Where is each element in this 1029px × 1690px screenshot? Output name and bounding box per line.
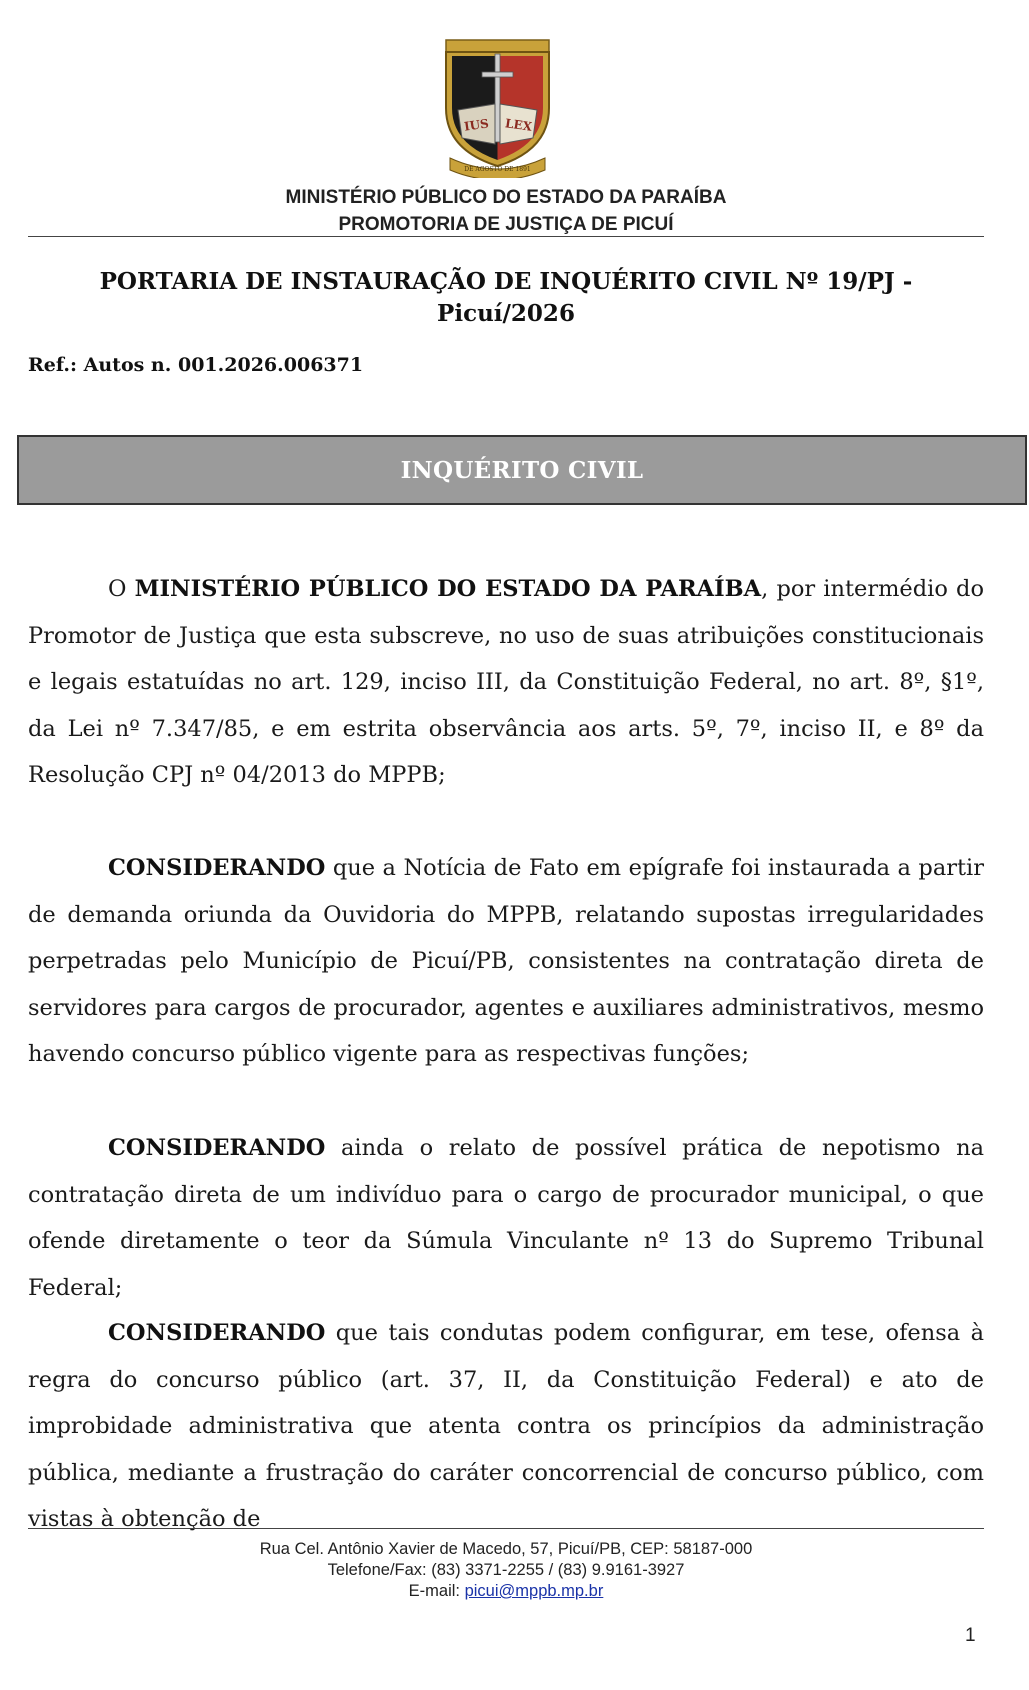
paragraph-text: , por intermédio do Promotor de Justiça que esta subscreve, no uso de suas atribuições constitucionais e legais estatuídas no art. 129, inciso III, da Constituição Federal, no art. 8º, §1º, da Lei nº 7.347/85, e em estrita observância aos arts. 5º, 7º, inciso II, e 8º da Resolução CPJ nº 04/2013 do MPPB; [28, 576, 984, 788]
footer-address: Rua Cel. Antônio Xavier de Macedo, 57, Picuí/PB, CEP: 58187-000 [259, 1540, 753, 1558]
shield-right-text: LEX [504, 116, 533, 134]
paragraph-text: que a Notícia de Fato em epígrafe foi instaurada a partir de demanda oriunda da Ouvidoria do MPPB, relatando supostas irregularidades perpetradas pelo Município de Picuí/PB, consistentes na contratação direta de servidores para cargos de procurador, agentes e auxiliares administrativos, mesmo havendo concurso público vigente para as respectivas funções; [28, 855, 984, 1067]
paragraph-bold-entity: MINISTÉRIO PÚBLICO DO ESTADO DA PARAÍBA [134, 576, 762, 602]
mppb-coat-of-arms-icon [440, 38, 555, 178]
shield-left-text: IUS [463, 116, 490, 134]
reference-line: Ref.: Autos n. 001.2026.006371 [28, 354, 364, 376]
paragraph-text: ainda o relato de possível prática de nepotismo na contratação direta de um indivíduo para o cargo de procurador municipal, o que ofende diretamente o teor da Súmula Vinculante nº 13 do Supremo Tribunal Federal; [28, 1135, 984, 1301]
institution-header [28, 184, 984, 238]
institution-name: MINISTÉRIO PÚBLICO DO ESTADO DA PARAÍBA [285, 187, 727, 208]
footer-email-link[interactable]: picui@mppb.mp.br [464, 1582, 604, 1600]
ribbon-text: DE AGOSTO DE 1891 [464, 166, 531, 173]
office-name: PROMOTORIA DE JUSTIÇA DE PICUÍ [338, 214, 674, 235]
footer-email-label: E-mail: [408, 1582, 465, 1600]
paragraph-keyword: CONSIDERANDO [108, 1135, 326, 1161]
paragraph-keyword: CONSIDERANDO [108, 1320, 326, 1346]
section-banner-label: INQUÉRITO CIVIL [400, 456, 644, 484]
footer-divider [28, 1528, 984, 1529]
paragraph-preamble [28, 566, 984, 799]
document-title: PORTARIA DE INSTAURAÇÃO DE INQUÉRITO CIVIL Nº 19/PJ - Picuí/2026 [99, 268, 913, 327]
page-footer [28, 1539, 984, 1602]
footer-phone: Telefone/Fax: (83) 3371-2255 / (83) 9.9161-3927 [327, 1561, 685, 1579]
section-banner [17, 435, 1027, 505]
header-divider [28, 236, 984, 237]
paragraph-considerando-1 [28, 845, 984, 1078]
paragraph-lead: O [108, 576, 135, 602]
paragraph-considerando-2 [28, 1125, 984, 1311]
paragraph-text: que tais condutas podem configurar, em tese, ofensa à regra do concurso público (art. 37, II, da Constituição Federal) e ato de improbidade administrativa que atenta contra os princípios da administração pública, mediante a frustração do caráter concorrencial de concurso público, com vistas à obtenção de [28, 1320, 984, 1532]
paragraph-considerando-3 [28, 1310, 984, 1543]
footer-email-line [28, 1581, 984, 1602]
paragraph-keyword: CONSIDERANDO [108, 855, 326, 881]
page-number: 1 [965, 1625, 976, 1646]
